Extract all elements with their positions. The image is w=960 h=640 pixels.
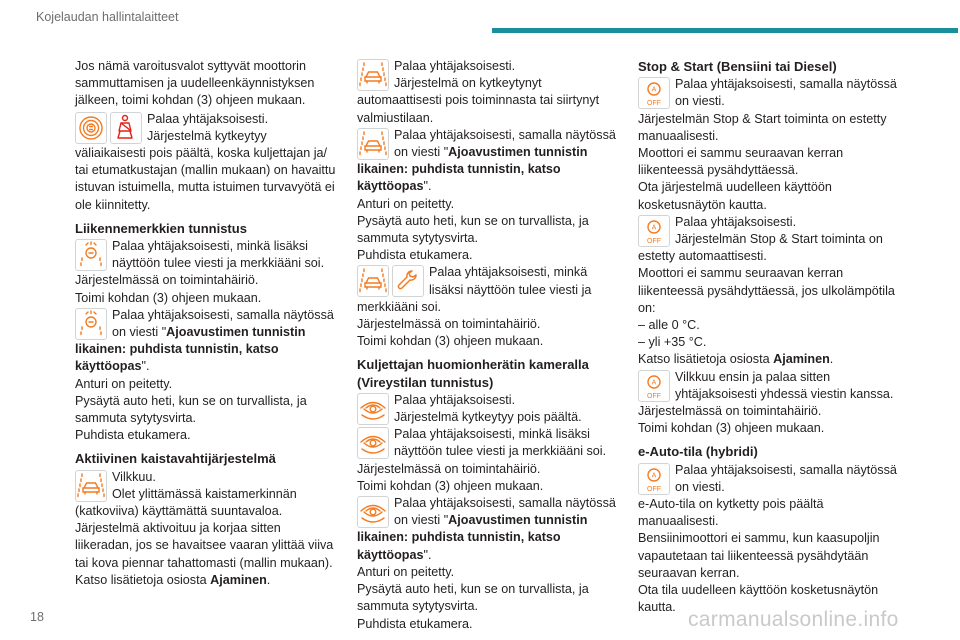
svg-text:OFF: OFF xyxy=(647,392,661,400)
warning-block-lane-standby xyxy=(357,58,619,92)
block-text: Toimi kohdan (3) ohjeen mukaan. xyxy=(357,478,544,493)
svg-text:A: A xyxy=(651,86,657,94)
block-text: Pysäytä auto heti, kun se on turvallista, ja sammuta sytytysvirta. xyxy=(357,213,589,246)
block-text: Puhdista etukamera. xyxy=(357,248,473,263)
block-text: Katso lisätietoja osiosta Ajaminen. xyxy=(638,352,834,367)
block-text: Toimi kohdan (3) ohjeen mukaan. xyxy=(357,334,544,349)
svg-text:OFF: OFF xyxy=(647,100,661,108)
block-text: Järjestelmä aktivoituu ja korjaa sitten liikeradan, jos se havaitsee vaaran ylittää viiva tai kova piennar tahattomasti (mallin mukaan). xyxy=(75,521,334,570)
wrench-icon xyxy=(392,265,424,297)
warning-block-attention-fault xyxy=(357,426,619,460)
block-line: Järjestelmä on kytkeytynyt xyxy=(394,76,542,91)
block-text: Ota tila uudelleen käyttöön kosketusnäytön kautta. xyxy=(638,583,879,615)
block-text: Anturi on peitetty. xyxy=(357,196,455,211)
block-text: Bensiinimoottori ei sammu, kun kaasupoljin vapautetaan tai liikenteessä pysähdytään seuraavan kerran. xyxy=(638,531,880,580)
stop-start-off-icon xyxy=(638,77,670,109)
traffic-sign-camera-icon xyxy=(75,239,107,271)
block-line: Palaa yhtäjaksoisesti. xyxy=(394,59,516,73)
block-line: näyttöön tulee viesti ja merkkiääni soi. xyxy=(112,256,325,271)
block-text: likainen: puhdista tunnistin, katso käyttöopas". xyxy=(357,162,561,194)
block-text: Moottori ei sammu seuraavan kerran liikenteessä pysähdyttäessä. xyxy=(638,146,844,178)
block-line: Vilkkuu ensin ja palaa sitten xyxy=(675,369,831,384)
block-text: Pysäytä auto heti, kun se on turvallista, ja sammuta sytytysvirta. xyxy=(75,393,307,426)
section-heading: e-Auto-tila (hybridi) xyxy=(638,444,758,460)
block-line: Järjestelmän Stop & Start toiminta on xyxy=(675,232,883,247)
warning-block-attention-dirty xyxy=(357,495,619,529)
block-text: – alle 0 °C. xyxy=(638,318,700,333)
section-heading: Kuljettajan huomionherätin kameralla (Vireystilan tunnistus) xyxy=(357,357,589,390)
block-line: Palaa yhtäjaksoisesti. xyxy=(147,111,269,126)
section-heading: Liikennemerkkien tunnistus xyxy=(75,220,247,236)
block-text: Anturi on peitetty. xyxy=(75,376,173,391)
driver-attention-eye-icon xyxy=(357,496,389,528)
block-line: Palaa yhtäjaksoisesti, minkä lisäksi xyxy=(112,239,308,254)
svg-text:A: A xyxy=(651,379,657,387)
stop-start-off-icon xyxy=(638,370,670,402)
block-line: näyttöön tulee viesti ja merkkiääni soi. xyxy=(394,444,607,459)
block-line: Palaa yhtäjaksoisesti. xyxy=(675,214,797,229)
block-line: on viesti "Ajoavustimen tunnistin xyxy=(394,513,588,528)
column-2 xyxy=(357,58,619,633)
block-text: Moottori ei sammu seuraavan kerran liikenteessä pysähdyttäessä, jos ulkolämpötila on: xyxy=(638,266,895,315)
block-line: Palaa yhtäjaksoisesti, samalla näytössä xyxy=(112,307,334,322)
block-text: automaattisesti pois toiminnasta tai siirtynyt valmiustilaan. xyxy=(357,93,600,125)
warning-block-stopstart-auto xyxy=(638,214,906,248)
warning-block-attention-off xyxy=(357,392,619,426)
svg-text:A: A xyxy=(651,224,657,232)
block-line: on viesti. xyxy=(675,94,725,109)
block-text: väliaikaisesti pois päältä, koska kuljettajan ja/ tai etumatkustajan (mallin mukaan) on havaittu istuvan istuimella, mutta istuimen turvavyötä ei ole kiinnitetty. xyxy=(75,146,336,212)
warning-block-sign-dirty xyxy=(75,307,337,341)
intro-paragraph: Jos nämä varoitusvalot syttyvät moottorin sammuttamisen ja uudelleenkäynnistyksen jälkeen, toimi kohdan (3) ohjeen mukaan. xyxy=(75,59,315,108)
block-text: Järjestelmässä on toimintahäiriö. xyxy=(75,273,259,288)
running-header: Kojelaudan hallintalaitteet xyxy=(36,10,179,24)
warning-block-eauto-off xyxy=(638,462,906,496)
lane-keeping-icon xyxy=(357,59,389,91)
block-text: likainen: puhdista tunnistin, katso käyttöopas". xyxy=(357,530,561,562)
header-accent-bar xyxy=(492,28,958,33)
driver-attention-eye-icon xyxy=(357,427,389,459)
block-line: Palaa yhtäjaksoisesti. xyxy=(394,392,516,407)
block-line: Palaa yhtäjaksoisesti, samalla näytössä xyxy=(394,127,616,142)
svg-text:OFF: OFF xyxy=(647,237,661,245)
block-line: Järjestelmä kytkeytyy xyxy=(147,128,267,143)
page-number: 18 xyxy=(30,610,44,624)
block-text: Järjestelmässä on toimintahäiriö. xyxy=(638,404,822,419)
block-text: Ota järjestelmä uudelleen käyttöön kosketusnäytön kautta. xyxy=(638,180,832,212)
block-line: lisäksi näyttöön tulee viesti ja xyxy=(429,282,592,297)
block-line: on viesti "Ajoavustimen tunnistin xyxy=(394,145,588,160)
lane-keeping-icon xyxy=(357,265,389,297)
block-line: on viesti. xyxy=(675,479,725,494)
block-text: e-Auto-tila on kytketty pois päältä manuaalisesti. xyxy=(638,497,824,529)
block-line: Palaa yhtäjaksoisesti, minkä xyxy=(429,265,588,280)
block-text: merkkiääni soi. xyxy=(357,299,441,314)
block-line: yhtäjaksoisesti yhdessä viestin kanssa. xyxy=(675,386,894,401)
warning-block-lane-flash xyxy=(75,469,337,503)
block-text: – yli +35 °C. xyxy=(638,335,707,350)
block-line: Vilkkuu. xyxy=(112,469,156,484)
block-text: Pysäytä auto heti, kun se on turvallista, ja sammuta sytytysvirta. xyxy=(357,582,589,614)
warning-block-seatbelt xyxy=(75,111,337,145)
block-text: Puhdista etukamera. xyxy=(357,616,473,631)
svg-text:OFF: OFF xyxy=(647,485,661,493)
block-text: (katkoviiva) käyttämättä suuntavaloa. xyxy=(75,504,283,519)
block-text: estetty automaattisesti. xyxy=(638,249,767,264)
warning-block-lane-fault xyxy=(357,264,619,298)
stop-start-off-icon xyxy=(638,463,670,495)
block-line: Palaa yhtäjaksoisesti, minkä lisäksi xyxy=(394,427,590,442)
block-text: Toimi kohdan (3) ohjeen mukaan. xyxy=(75,290,262,305)
block-line: Palaa yhtäjaksoisesti, samalla näytössä xyxy=(394,496,616,511)
seatbelt-passenger-icon xyxy=(110,112,142,144)
lane-keeping-icon xyxy=(75,470,107,502)
lane-keeping-icon xyxy=(357,128,389,160)
watermark: carmanualsonline.info xyxy=(688,608,899,631)
block-text: Anturi on peitetty. xyxy=(357,564,455,579)
warning-block-stopstart-fault xyxy=(638,369,906,403)
block-line: on viesti "Ajoavustimen tunnistin xyxy=(112,325,306,340)
warning-block-lane-dirty xyxy=(357,127,619,161)
dashboard-airbag-icon xyxy=(75,112,107,144)
block-text: Järjestelmän Stop & Start toiminta on estetty manuaalisesti. xyxy=(638,111,887,143)
icon-group xyxy=(75,112,142,144)
block-line: Järjestelmä kytkeytyy pois päältä. xyxy=(394,410,582,425)
stop-start-off-icon xyxy=(638,215,670,247)
traffic-sign-camera-icon xyxy=(75,308,107,340)
block-text: Katso lisätietoja osiosta Ajaminen. xyxy=(75,572,271,587)
block-line: Palaa yhtäjaksoisesti, samalla näytössä xyxy=(675,77,897,92)
block-text: Järjestelmässä on toimintahäiriö. xyxy=(357,317,541,332)
block-text: Toimi kohdan (3) ohjeen mukaan. xyxy=(638,421,825,436)
block-text: Puhdista etukamera. xyxy=(75,428,191,443)
warning-block-stopstart-manual xyxy=(638,76,906,110)
svg-text:A: A xyxy=(651,472,657,480)
section-heading: Aktiivinen kaistavahtijärjestelmä xyxy=(75,451,276,467)
driver-attention-eye-icon xyxy=(357,393,389,425)
section-heading: Stop & Start (Bensiini tai Diesel) xyxy=(638,59,837,74)
warning-block-sign-fault xyxy=(75,238,337,272)
block-line: Olet ylittämässä kaistamerkinnän xyxy=(112,486,297,501)
block-line: Palaa yhtäjaksoisesti, samalla näytössä xyxy=(675,462,897,477)
block-text: Järjestelmässä on toimintahäiriö. xyxy=(357,461,541,476)
column-3 xyxy=(638,58,906,617)
block-text: likainen: puhdista tunnistin, katso käyttöopas". xyxy=(75,342,279,374)
column-1 xyxy=(75,58,337,589)
